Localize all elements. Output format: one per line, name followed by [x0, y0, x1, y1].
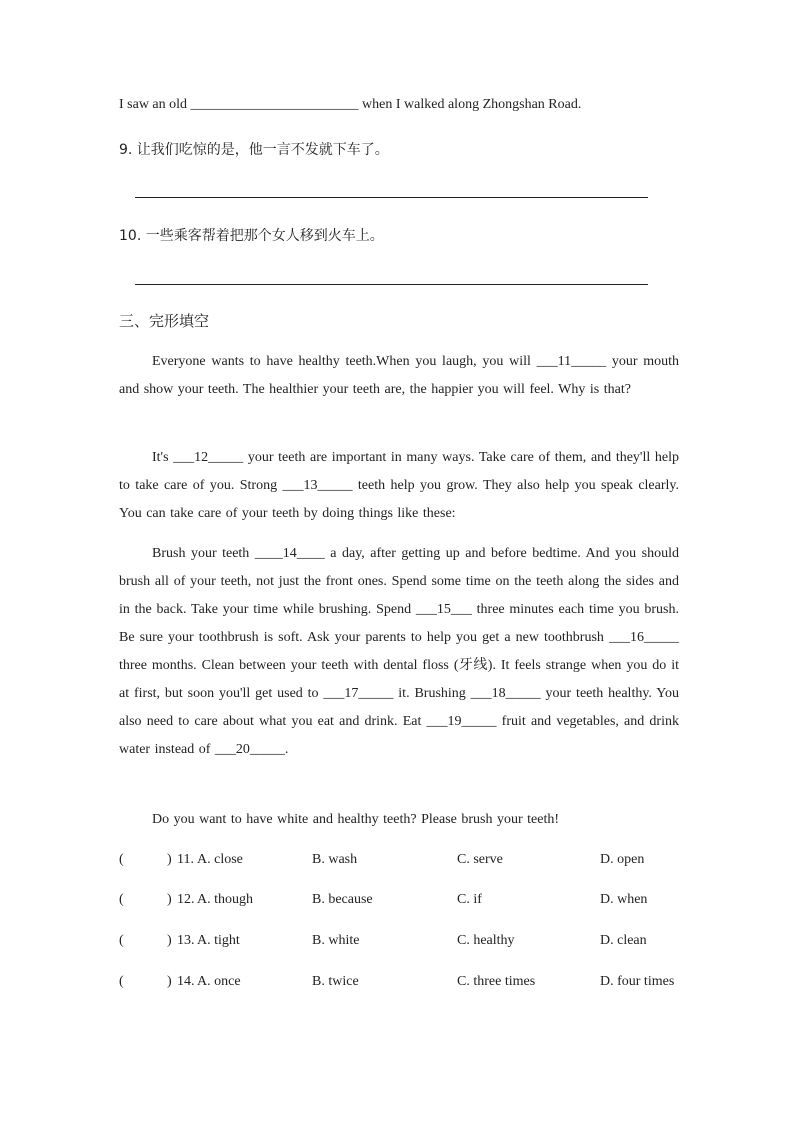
- question-number: 11.: [177, 852, 194, 867]
- passage-p4-text: Do you want to have white and healthy teeth? Please brush your teeth!: [152, 812, 559, 827]
- answer-paren-close: ): [167, 892, 172, 907]
- question-row-13: [119, 933, 699, 953]
- option-d[interactable]: D. when: [600, 892, 648, 907]
- section-heading: 三、完形填空: [119, 312, 210, 330]
- passage-p1-text: Everyone wants to have healthy teeth.When you laugh, you will ___11_____ your mouth and show your teeth. The healthier your teeth are, the happier you will feel. Why is that?: [119, 354, 679, 397]
- q8-blank[interactable]: ________________________: [190, 97, 359, 112]
- option-a[interactable]: A. tight: [197, 933, 240, 948]
- option-a[interactable]: A. though: [197, 892, 253, 907]
- q10-answer-line[interactable]: [135, 284, 648, 285]
- passage-paragraph-2: [119, 444, 679, 528]
- answer-paren-open[interactable]: (: [119, 892, 124, 907]
- question-number: 13.: [177, 933, 195, 948]
- question-number: 12.: [177, 892, 195, 907]
- q8-sentence: [119, 97, 581, 113]
- answer-paren-close: ): [167, 933, 172, 948]
- option-c[interactable]: C. three times: [457, 974, 536, 989]
- question-row-11: [119, 852, 699, 872]
- answer-paren-open[interactable]: (: [119, 933, 124, 948]
- option-a[interactable]: A. once: [197, 974, 241, 989]
- option-b[interactable]: B. wash: [312, 852, 358, 867]
- answer-paren-close: ): [167, 974, 172, 989]
- option-b[interactable]: B. because: [312, 892, 373, 907]
- option-b[interactable]: B. white: [312, 933, 360, 948]
- option-a[interactable]: A. close: [197, 852, 243, 867]
- answer-paren-close: ): [167, 852, 172, 867]
- option-b[interactable]: B. twice: [312, 974, 359, 989]
- question-number: 14.: [177, 974, 195, 989]
- q8-text-after: when I walked along Zhongshan Road.: [362, 97, 582, 112]
- answer-paren-open[interactable]: (: [119, 852, 124, 867]
- passage-paragraph-1: [119, 348, 679, 404]
- option-c[interactable]: C. healthy: [457, 933, 515, 948]
- option-d[interactable]: D. clean: [600, 933, 647, 948]
- q10-prompt: 10. 一些乘客帮着把那个女人移到火车上。: [119, 228, 384, 244]
- option-d[interactable]: D. open: [600, 852, 645, 867]
- passage-paragraph-4: [119, 806, 679, 834]
- answer-paren-open[interactable]: (: [119, 974, 124, 989]
- q8-text-before: I saw an old: [119, 97, 188, 112]
- passage-p2-text: It's ___12_____ your teeth are important in many ways. Take care of them, and they'll help to take care of you. Strong ___13_____ teeth help you grow. They also help you speak clearly. You can take care of your teeth by doing things like these:: [119, 450, 679, 521]
- q9-prompt: 9. 让我们吃惊的是，他一言不发就下车了。: [119, 142, 389, 158]
- question-row-12: [119, 892, 699, 912]
- option-c[interactable]: C. serve: [457, 852, 503, 867]
- q9-answer-line[interactable]: [135, 197, 648, 198]
- option-d[interactable]: D. four times: [600, 974, 675, 989]
- question-row-14: [119, 974, 699, 994]
- passage-paragraph-3: [119, 540, 679, 764]
- passage-p3-text: Brush your teeth ____14____ a day, after getting up and before bedtime. And you should brush all of your teeth, not just the front ones. Spend some time on the teeth along the sides and in the back. Take your time while brushing. Spend ___15___ three minutes each time you brush. Be sure your toothbrush is soft. Ask your parents to help you get a new toothbrush ___16_____ three months. Clean between your teeth with dental floss (牙线). It feels strange when you do it at first, but soon you'll get used to ___17_____ it. Brushing ___18_____ your teeth healthy. You also need to care about what you eat and drink. Eat ___19_____ fruit and vegetables, and drink water instead of ___20_____.: [119, 546, 679, 757]
- option-c[interactable]: C. if: [457, 892, 482, 907]
